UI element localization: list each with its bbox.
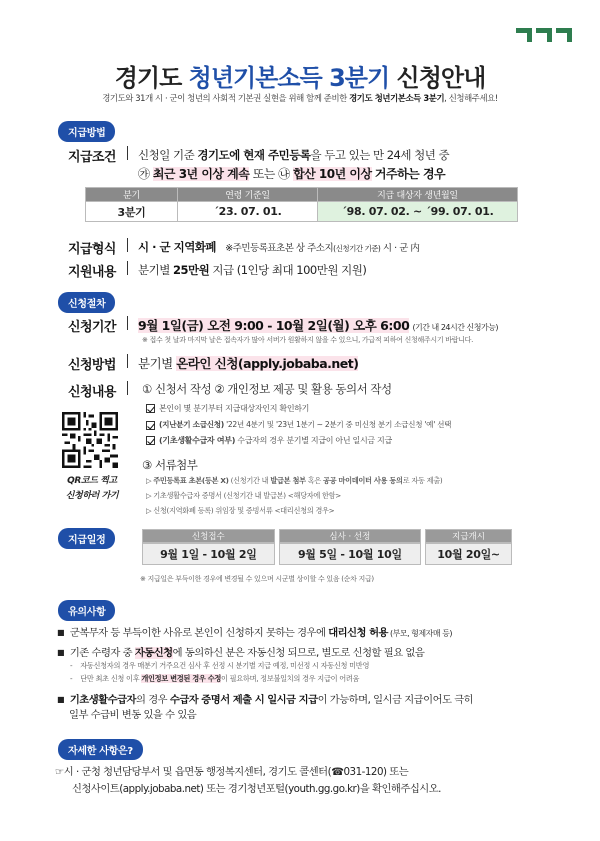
td-age-date: ´23. 07. 01.	[178, 202, 318, 222]
section-pill-contact: 자세한 사항은?	[58, 739, 143, 760]
period-sub: ※ 접수 첫 날과 마지막 날은 접속자가 많아 서버가 원활하지 않을 수 있으니, 가급적 피하여 신청해주시기 바랍니다.	[142, 336, 474, 344]
sched-head-review: 심사 · 선정	[279, 529, 422, 543]
notice-sub: - 단만 최초 신청 이후 개인정보 변경된 경우 수정이 필요하며, 정보불일치의 경우 지급이 어려움	[70, 674, 360, 683]
page-title: 경기도 청년기본소득 3분기 신청안내	[114, 64, 486, 92]
th-birthdate: 지급 대상자 생년월일	[318, 188, 518, 202]
how-value: 분기별 온라인 신청(apply.jobaba.net)	[138, 356, 359, 371]
period-label: 신청기간	[68, 320, 116, 335]
divider	[127, 261, 128, 275]
td-quarter: 3분기	[86, 202, 178, 222]
td-birthdate: ´98. 07. 02. ~ ´99. 07. 01.	[318, 202, 518, 222]
section-pill-schedule: 지급일정	[58, 528, 115, 549]
sched-val-pay: 10월 20일~	[425, 543, 512, 565]
content-step: ① 신청서 작성 ② 개인정보 제공 및 활용 동의서 작성	[142, 382, 392, 396]
gyeonggi-logo	[516, 28, 572, 48]
divider	[127, 238, 128, 252]
notice-sub: - 자동신청자의 경우 매분기 거주요건 심사 후 선정 시 분기별 지급 예정, 미선정 시 자동신청 미반영	[70, 661, 370, 670]
th-quarter: 분기	[86, 188, 178, 202]
divider	[127, 354, 128, 368]
doc-step: ③ 서류첨부	[142, 458, 198, 472]
checkbox-icon	[146, 404, 155, 413]
period-value: 9월 1일(금) 오전 9:00 - 10월 2일(월) 오후 6:00 (기간 내 24시간 신청가능)	[138, 318, 499, 333]
sched-head-apply: 신청접수	[142, 529, 275, 543]
th-age-date: 연령 기준일	[178, 188, 318, 202]
qr-code[interactable]	[62, 412, 118, 468]
cond-label: 지급조건	[68, 150, 116, 165]
check-item: (기초생활수급자 여부) 수급자의 경우 분기별 지급이 아닌 일시금 지급	[146, 435, 392, 446]
checkbox-icon	[146, 421, 155, 430]
amount-label: 지원내용	[68, 265, 116, 280]
sched-head-pay: 지급개시	[425, 529, 512, 543]
cond-line1: 신청일 기준 경기도에 현재 주민등록을 두고 있는 만 24세 청년 중	[138, 148, 450, 162]
divider	[127, 381, 128, 395]
schedule-table	[138, 529, 516, 565]
triangle-icon: ▷	[146, 476, 154, 485]
triangle-icon: ▷	[146, 506, 154, 515]
sched-val-apply: 9월 1일 - 10월 2일	[142, 543, 275, 565]
sched-val-review: 9월 5일 - 10월 10일	[279, 543, 422, 565]
how-label: 신청방법	[68, 358, 116, 373]
section-pill-notice: 유의사항	[58, 600, 115, 621]
notice-item: ■ 기초생활수급자의 경우 수급자 증명서 제출 시 일시금 지급이 가능하며, 일시금 지급이어도 극히	[57, 691, 473, 706]
divider	[127, 316, 128, 330]
divider	[127, 146, 128, 160]
cond-line2: ㉮ 최근 3년 이상 계속 또는 ㉯ 합산 10년 이상 거주하는 경우	[138, 167, 446, 181]
section-pill-process: 신청절차	[58, 292, 115, 313]
triangle-icon: ▷	[146, 491, 154, 500]
intro-text: 경기도와 31개 시 · 군이 청년의 사회적 기본권 실현을 위해 함께 준비한 경기도 청년기본소득 3분기, 신청해주세요!	[102, 93, 498, 103]
section-pill-method: 지급방법	[58, 121, 115, 142]
form-label: 지급형식	[68, 242, 116, 257]
contact-line2: 신청사이트(apply.jobaba.net) 또는 경기청년포털(youth.gg.go.kr)을 확인해주십시오.	[72, 783, 441, 795]
contact-line1: ☞시 · 군청 청년담당부서 및 읍면동 행정복지센터, 경기도 콜센터(☎031-120) 또는	[55, 766, 409, 778]
notice-item-cont: 일부 수급비 변동 있을 수 있음	[69, 709, 197, 721]
schedule-note: ※ 지급일은 부득이한 경우에 변경될 수 있으며 시군별 상이할 수 있음 (순차 지급)	[140, 575, 374, 583]
checkbox-icon	[146, 436, 155, 445]
content-label: 신청내용	[68, 385, 116, 400]
notice-item: ■ 기존 수령자 중 자동신청에 동의하신 분은 자동신청 되므로, 별도로 신청할 필요 없음	[57, 644, 424, 659]
qr-caption: QR코드 찍고 신청하러 가기	[65, 476, 119, 501]
check-item: 본인이 몇 분기부터 지급대상자인지 확인하기	[146, 403, 309, 414]
check-item: (지난분기 소급신청) '22년 4분기 및 '23년 1분기 ~ 2분기 중 미신청 분기 소급신청 '예' 선택	[146, 419, 451, 430]
age-table	[85, 187, 518, 222]
notice-item: ■ 군복무자 등 부득이한 사유로 본인이 신청하지 못하는 경우에 대리신청 허용 (부모, 형제자매 등)	[57, 624, 452, 639]
doc-item: ▷ 기초생활수급자 증명서 (신청기간 내 발급본) <해당자에 한함>	[146, 491, 342, 500]
doc-item: ▷ 신청(지역화폐 등록) 위임장 및 증빙서류 <대리신청의 경우>	[146, 506, 335, 515]
form-value: 시 · 군 지역화폐 ※주민등록표초본 상 주소지(신청기간 기준) 시 · 군 内	[138, 240, 420, 254]
amount-value: 분기별 25만원 지급 (1인당 최대 100만원 지원)	[138, 263, 367, 277]
doc-item: ▷ 주민등록표 초본(등본 X) (신청기간 내 발급본 첨부 혹은 공공 마이데이터 사용 동의로 자동 제출)	[146, 476, 443, 485]
